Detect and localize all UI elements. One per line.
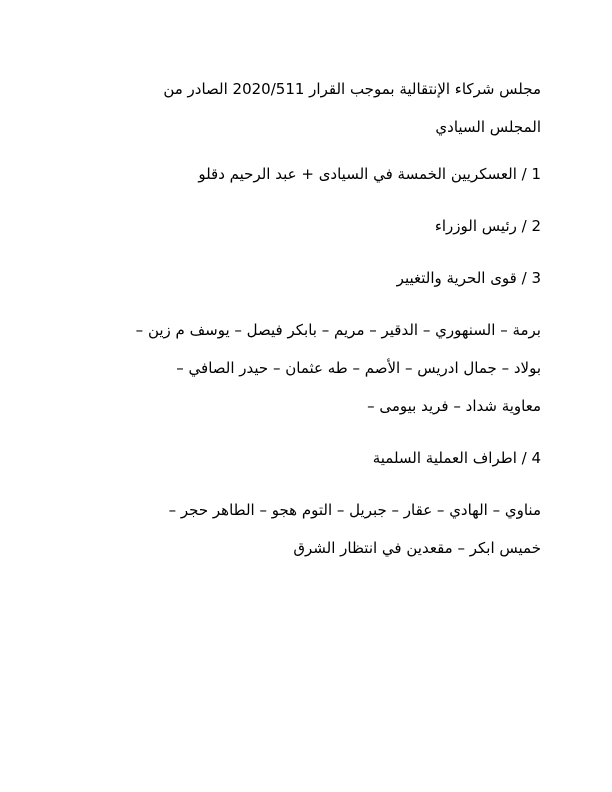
intro-line-1: مجلس شركاء الإنتقالية بموجب القرار 2020/511 الصادر من (163, 80, 541, 98)
item-4-names-line-1: مناوي – الهادي – عقار – جبريل – التوم هجو – الطاهر حجر – (168, 501, 541, 519)
item-3-text: 3 / قوى الحرية والتغيير (396, 269, 541, 287)
item-3-names (71, 311, 541, 425)
item-4 (71, 439, 541, 477)
document-body (71, 70, 541, 581)
intro-paragraph (71, 70, 541, 146)
item-2 (71, 207, 541, 245)
item-3-names-line-1: برمة – السنهوري – الدقير – مريم – بابكر فيصل – يوسف م زين – (135, 321, 541, 339)
item-2-text: 2 / رئيس الوزراء (434, 217, 541, 235)
item-3-names-line-2: بولاد – جمال ادريس – الأصم – طه عثمان – حيدر الصافي – (176, 359, 541, 377)
item-3 (71, 259, 541, 297)
item-3-names-line-3: معاوية شداد – فريد بيومى – (367, 397, 541, 415)
intro-line-2: المجلس السيادي (435, 118, 541, 136)
item-4-names-line-2: خميس ابكر – مقعدين في انتظار الشرق (293, 539, 541, 557)
item-1 (71, 155, 541, 193)
item-1-text: 1 / العسكريين الخمسة في السيادى + عبد الرحيم دقلو (198, 165, 541, 183)
item-4-names (71, 491, 541, 567)
item-4-text: 4 / اطراف العملية السلمية (372, 449, 541, 467)
